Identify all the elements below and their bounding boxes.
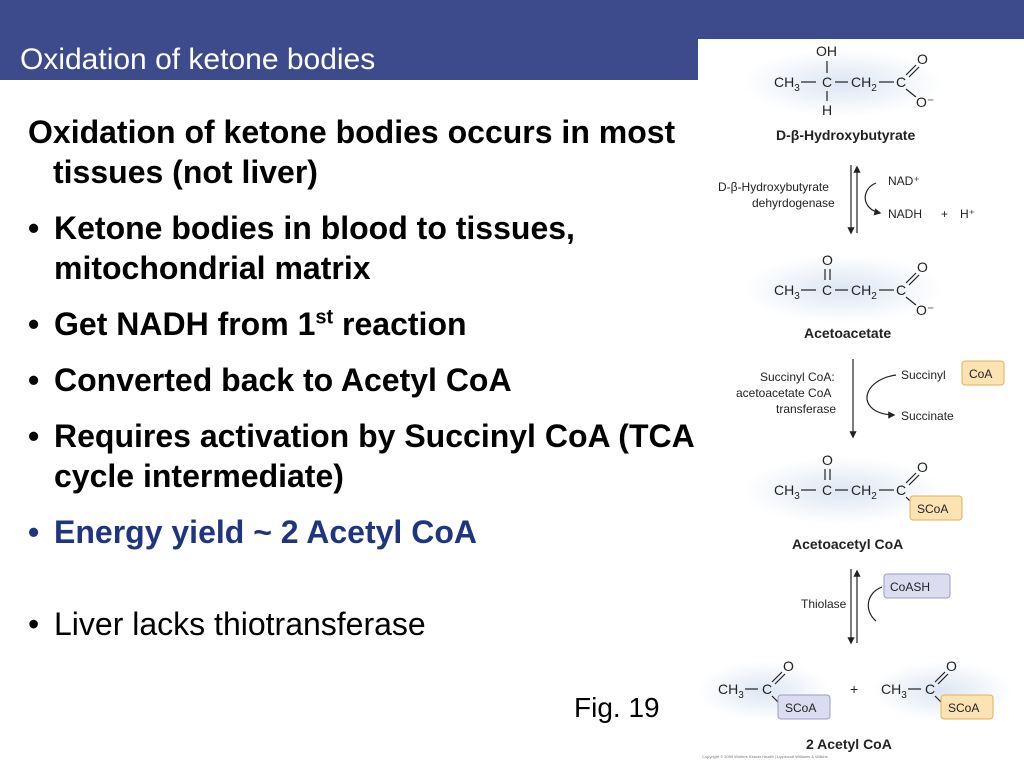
- bullet-item: [28, 604, 698, 644]
- bullet-text: Get NADH from 1: [54, 306, 316, 342]
- coa-box-label: CoA: [969, 367, 993, 381]
- bullet-item: [28, 416, 698, 496]
- figure-caption: Fig. 19: [574, 692, 660, 723]
- spacer: [28, 568, 698, 604]
- c-label: C: [925, 681, 936, 697]
- o-label: O: [917, 259, 928, 275]
- acetyl-coa-products: [698, 658, 1012, 759]
- bullet-text: Ketone bodies in blood to tissues, mitochondrial matrix: [54, 210, 575, 286]
- bullet-text-tail: reaction: [333, 306, 467, 342]
- c-label: C: [822, 282, 833, 298]
- ch3-label: $CH_3$: [718, 681, 744, 701]
- o-label: O: [822, 252, 833, 268]
- bullet-marker: •: [28, 306, 40, 342]
- hydroxybutyrate-structure: [743, 43, 943, 143]
- o-label: O: [917, 51, 928, 67]
- nad-label: NAD⁺: [888, 174, 920, 188]
- pathway-diagram: [698, 39, 1024, 761]
- enzyme-label: transferase: [776, 402, 837, 416]
- slide-title: Oxidation of ketone bodies: [20, 43, 376, 76]
- c-label: C: [822, 482, 833, 498]
- bullet-item: [28, 304, 698, 344]
- o-label: O: [917, 459, 928, 475]
- enzyme-label: D-β-Hydroxybutyrate: [718, 180, 829, 194]
- bullet-item: [28, 208, 698, 288]
- bullet-text: Liver lacks thiotransferase: [54, 606, 426, 642]
- bullet-superscript: st: [315, 306, 334, 329]
- bullet-text: Requires activation by Succinyl CoA (TCA cycle intermediate): [54, 418, 694, 494]
- slide-body: [28, 112, 698, 660]
- coash-label: CoASH: [890, 580, 931, 594]
- o-label: O: [946, 658, 957, 674]
- enzyme-label: dehyrdogenase: [752, 196, 835, 210]
- ch2-label: $CH_2$: [851, 482, 877, 502]
- c-label: C: [896, 74, 907, 90]
- ch3-label: $CH_3$: [774, 282, 800, 302]
- compound-label-acetoacetate: Acetoacetate: [804, 325, 892, 341]
- ch2-label: $CH_2$: [851, 282, 877, 302]
- cofactor-arrow: [867, 375, 896, 415]
- c-label: C: [762, 681, 773, 697]
- c-label: C: [822, 74, 833, 90]
- step-dehydrogenase: [718, 165, 975, 233]
- nadh-label: NADH: [888, 207, 923, 221]
- enzyme-label: Thiolase: [801, 597, 847, 611]
- enzyme-label: acetoacetate CoA: [736, 386, 832, 400]
- succinyl-label: Succinyl: [901, 368, 946, 382]
- bullet-text: Energy yield ~ 2 Acetyl CoA: [54, 514, 477, 550]
- lead-paragraph: Oxidation of ketone bodies occurs in most tissues (not liver): [28, 114, 676, 190]
- scoa-label: SCoA: [917, 502, 949, 516]
- o-minus-label: O⁻: [916, 94, 935, 110]
- compound-label-hydroxybutyrate: D-β-Hydroxybutyrate: [776, 127, 916, 143]
- ch2-label: $CH_2$: [851, 74, 877, 94]
- compound-label-acetyl-coa: 2 Acetyl CoA: [806, 736, 892, 752]
- scoa-label: SCoA: [785, 701, 817, 715]
- step-thiolase: [801, 569, 950, 643]
- bullet-marker: •: [28, 514, 40, 550]
- o-minus-label: O⁻: [916, 302, 935, 318]
- h-plus-label: H⁺: [960, 207, 975, 221]
- bullet-marker: •: [28, 606, 40, 642]
- succinate-label: Succinate: [901, 409, 954, 423]
- bullet-marker: •: [28, 210, 40, 246]
- o-label: O: [822, 452, 833, 468]
- bullet-item-energy: [28, 512, 698, 552]
- h-label: H: [822, 102, 833, 118]
- acetoacetate-structure: [743, 252, 943, 341]
- ch3-label: $CH_3$: [881, 681, 907, 701]
- copyright-text: Copyright © 2009 Wolters Kluwer Health | Lippincott Williams & Wilkins: [702, 754, 828, 759]
- bullet-marker: •: [28, 362, 40, 398]
- bullet-text: Converted back to Acetyl CoA: [54, 362, 512, 398]
- scoa-label: SCoA: [948, 701, 980, 715]
- plus-sign: +: [941, 207, 949, 221]
- ch3-label: $CH_3$: [774, 74, 800, 94]
- c-label: C: [896, 282, 907, 298]
- ch3-label: $CH_3$: [774, 482, 800, 502]
- bullet-marker: •: [28, 418, 40, 454]
- bullet-item: [28, 360, 698, 400]
- cofactor-arrow: [868, 587, 882, 621]
- acetoacetyl-coa-structure: [743, 452, 962, 552]
- ketone-oxidation-figure: [698, 39, 1024, 761]
- enzyme-label: Succinyl CoA:: [760, 370, 835, 384]
- compound-label-acetoacetyl-coa: Acetoacetyl CoA: [792, 536, 904, 552]
- glow-background: [743, 255, 943, 323]
- cofactor-arrow: [865, 183, 880, 213]
- plus-sign: +: [850, 681, 859, 697]
- c-label: C: [896, 482, 907, 498]
- step-transferase: [736, 359, 1004, 437]
- o-label: O: [783, 658, 794, 674]
- glow-background: [743, 49, 943, 117]
- oh-label: OH: [816, 43, 837, 59]
